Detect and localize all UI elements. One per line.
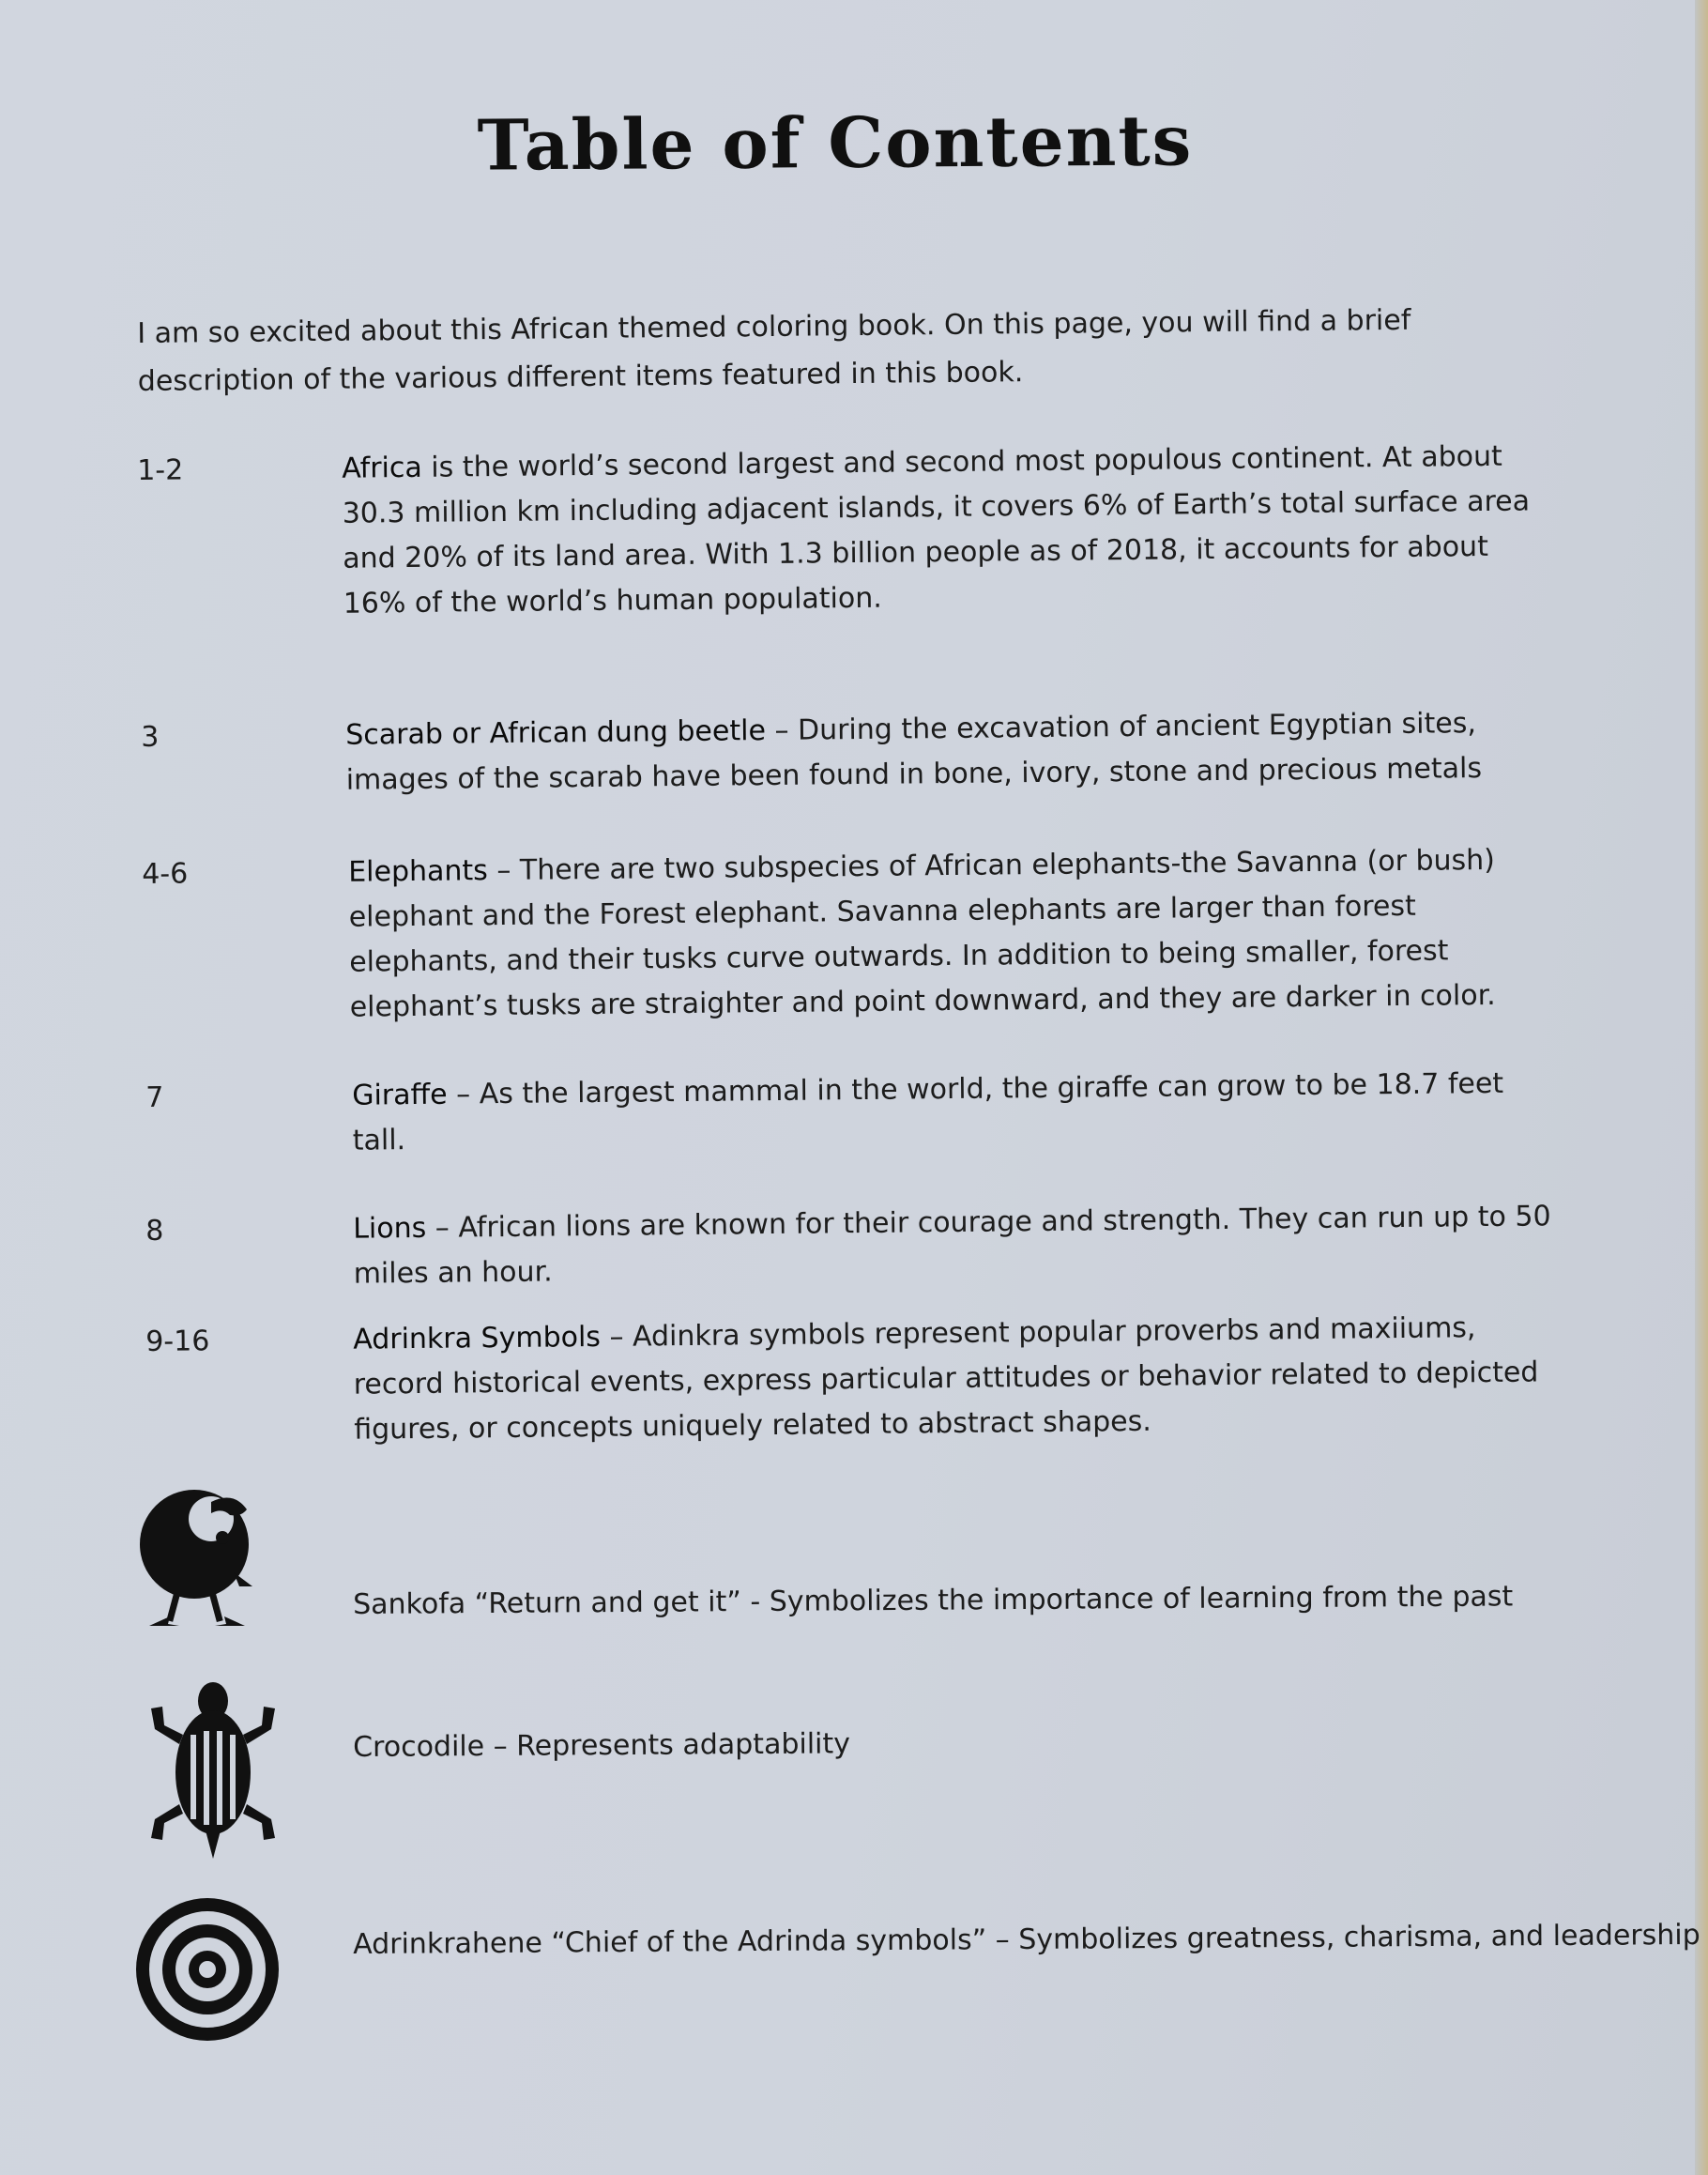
- toc-page-range: 1-2: [137, 453, 184, 487]
- toc-entry-africa: [137, 434, 1565, 636]
- symbol-row-adinkrahene: [136, 1894, 1700, 2045]
- toc-entry-adrinkra-symbols: [145, 1305, 1573, 1461]
- symbol-name: Crocodile: [353, 1730, 485, 1764]
- symbol-name: Sankofa “Return and get it”: [353, 1585, 741, 1621]
- symbol-text: – Represents adaptability: [484, 1727, 851, 1764]
- toc-item-name: Scarab or African dung beetle: [345, 714, 767, 752]
- symbol-text: – Symbolizes greatness, charisma, and leadership: [986, 1918, 1700, 1957]
- toc-item-name: Giraffe: [352, 1078, 448, 1112]
- toc-item-text: – Adinkra symbols represent popular proverbs and maxiiums, record historical events, express particular attitudes or behavior related to depicted figures, or concepts uniquely related to abstract shapes.: [353, 1311, 1539, 1447]
- toc-page-range: 3: [141, 720, 160, 754]
- symbol-description: [353, 1913, 1700, 1968]
- toc-entry-giraffe: [145, 1061, 1573, 1157]
- symbol-row-crocodile: [136, 1680, 1591, 1859]
- toc-description: [345, 700, 1548, 803]
- symbol-row-sankofa: [136, 1474, 1591, 1633]
- toc-entry-elephants: [142, 837, 1570, 1040]
- toc-page-range: 9-16: [145, 1325, 210, 1358]
- symbol-text: - Symbolizes the importance of learning from the past: [740, 1580, 1514, 1619]
- toc-item-text: is the world’s second largest and second most populous continent. At about 30.3 million km including adjacent islands, it covers 6% of Earth’s total surface area and 20% of its land area. With 1.3 billion people as of 2018, it accounts for about 16% of the world’s human population.: [342, 439, 1531, 620]
- toc-description: [352, 1061, 1554, 1163]
- symbol-description: [353, 1722, 850, 1770]
- toc-entry-lions: [145, 1194, 1573, 1303]
- toc-item-name: Elephants: [348, 854, 489, 889]
- toc-item-name: Africa: [342, 451, 422, 485]
- toc-item-name: Lions: [353, 1211, 427, 1246]
- toc-page-range: 7: [145, 1080, 164, 1114]
- toc-item-name: Adrinkra Symbols: [353, 1320, 602, 1356]
- toc-description: [348, 837, 1551, 1030]
- toc-item-text: – As the largest mammal in the world, the giraffe can grow to be 18.7 feet tall.: [352, 1066, 1504, 1157]
- toc-item-text: – During the excavation of ancient Egyptian sites, images of the scarab have been found in bone, ivory, stone and precious metals: [345, 707, 1483, 797]
- toc-description: [342, 434, 1545, 626]
- symbol-description: [353, 1574, 1513, 1628]
- symbol-name: Adrinkrahene “Chief of the Adrinda symbols”: [353, 1923, 987, 1961]
- toc-page-range: 8: [145, 1214, 164, 1248]
- intro-paragraph: I am so excited about this African themed coloring book. On this page, you will find a brief description of the various different items featured in this book.: [137, 303, 1411, 398]
- page-edge: [1695, 0, 1708, 2175]
- toc-entry-scarab: [141, 700, 1568, 809]
- page-title: Table of Contents: [477, 100, 1194, 187]
- toc-description: [353, 1194, 1555, 1296]
- toc-item-text: – There are two subspecies of African elephants-the Savanna (or bush) elephant and the Forest elephant. Savanna elephants are larger than forest elephants, and their tusks curve outwards. In addition to being smaller, forest elephant’s tusks are straighter and point downward, and they are darker in color.: [348, 843, 1496, 1024]
- crocodile-icon: [147, 1680, 279, 1859]
- sankofa-bird-icon: [136, 1474, 258, 1633]
- adinkrahene-concentric-circles-icon: [132, 1894, 282, 2045]
- toc-description: [353, 1305, 1555, 1452]
- toc-page-range: 4-6: [142, 857, 189, 891]
- toc-item-text: – African lions are known for their courage and strength. They can run up to 50 miles an hour.: [353, 1200, 1551, 1291]
